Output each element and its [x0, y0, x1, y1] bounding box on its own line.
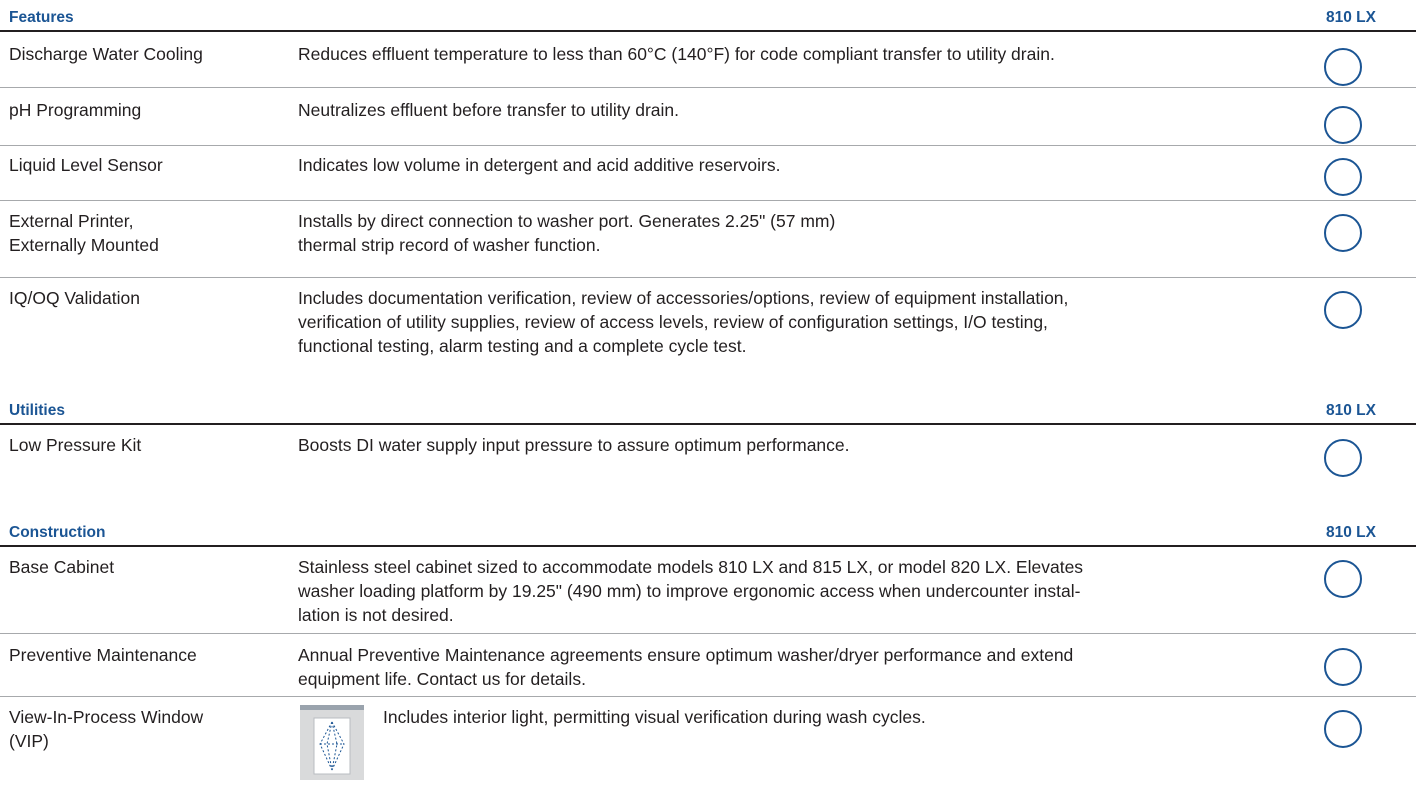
feature-description: Stainless steel cabinet sized to accommodate models 810 LX and 815 LX, or model 820 LX. Elevates washer loading platform by 19.25" (490 mm) to improve ergonomic access when undercounter instal- lation is not desired.: [298, 557, 1084, 625]
open-circle-icon: [1324, 106, 1362, 144]
feature-description: Installs by direct connection to washer port. Generates 2.25" (57 mm) thermal strip record of washer function.: [298, 211, 836, 255]
open-circle-icon: [1324, 48, 1362, 86]
open-circle-icon: [1324, 158, 1362, 196]
section-title: Utilities: [9, 401, 65, 419]
header-rule: [0, 423, 1416, 425]
row-divider: [0, 633, 1416, 634]
row-divider: [0, 87, 1416, 88]
open-circle-icon: [1324, 214, 1362, 252]
section-header-utilities: [0, 400, 1416, 421]
feature-name: Discharge Water Cooling: [9, 44, 203, 64]
feature-name: Base Cabinet: [9, 557, 115, 577]
feature-name: Liquid Level Sensor: [9, 155, 163, 175]
feature-name: External Printer, Externally Mounted: [9, 211, 159, 255]
open-circle-icon: [1324, 648, 1362, 686]
feature-name: pH Programming: [9, 100, 142, 120]
vip-window-illustration: [300, 710, 364, 780]
feature-description: Boosts DI water supply input pressure to assure optimum performance.: [298, 435, 850, 455]
open-circle-icon: [1324, 560, 1362, 598]
header-rule: [0, 30, 1416, 32]
row-divider: [0, 277, 1416, 278]
open-circle-icon: [1324, 439, 1362, 477]
feature-description: Includes interior light, permitting visual verification during wash cycles.: [383, 707, 926, 727]
section-title: Construction: [9, 523, 106, 541]
feature-name: Low Pressure Kit: [9, 435, 142, 455]
feature-name: IQ/OQ Validation: [9, 288, 140, 308]
feature-name: View-In-Process Window (VIP): [9, 707, 204, 751]
feature-description: Reduces effluent temperature to less than 60°C (140°F) for code compliant transfer to utility drain.: [298, 44, 1055, 64]
column-header: 810 LX: [1326, 8, 1376, 26]
row-divider: [0, 696, 1416, 697]
row-divider: [0, 145, 1416, 146]
feature-description: Annual Preventive Maintenance agreements ensure optimum washer/dryer performance and extend equipment life. Contact us for details.: [298, 645, 1074, 689]
column-header: 810 LX: [1326, 523, 1376, 541]
open-circle-icon: [1324, 291, 1362, 329]
open-circle-icon: [1324, 710, 1362, 748]
section-header-construction: [0, 522, 1416, 543]
header-rule: [0, 545, 1416, 547]
section-header-features: [0, 7, 1416, 28]
feature-description: Indicates low volume in detergent and acid additive reservoirs.: [298, 155, 781, 175]
feature-description: Neutralizes effluent before transfer to utility drain.: [298, 100, 679, 120]
feature-description: Includes documentation verification, review of accessories/options, review of equipment installation, verification of utility supplies, review of access levels, review of configuration settings, I/O testing, functional testing, alarm testing and a complete cycle test.: [298, 288, 1069, 356]
feature-name: Preventive Maintenance: [9, 645, 197, 665]
column-header: 810 LX: [1326, 401, 1376, 419]
section-title: Features: [9, 8, 74, 26]
row-divider: [0, 200, 1416, 201]
vip-window-thumbnail-icon: [300, 705, 364, 780]
